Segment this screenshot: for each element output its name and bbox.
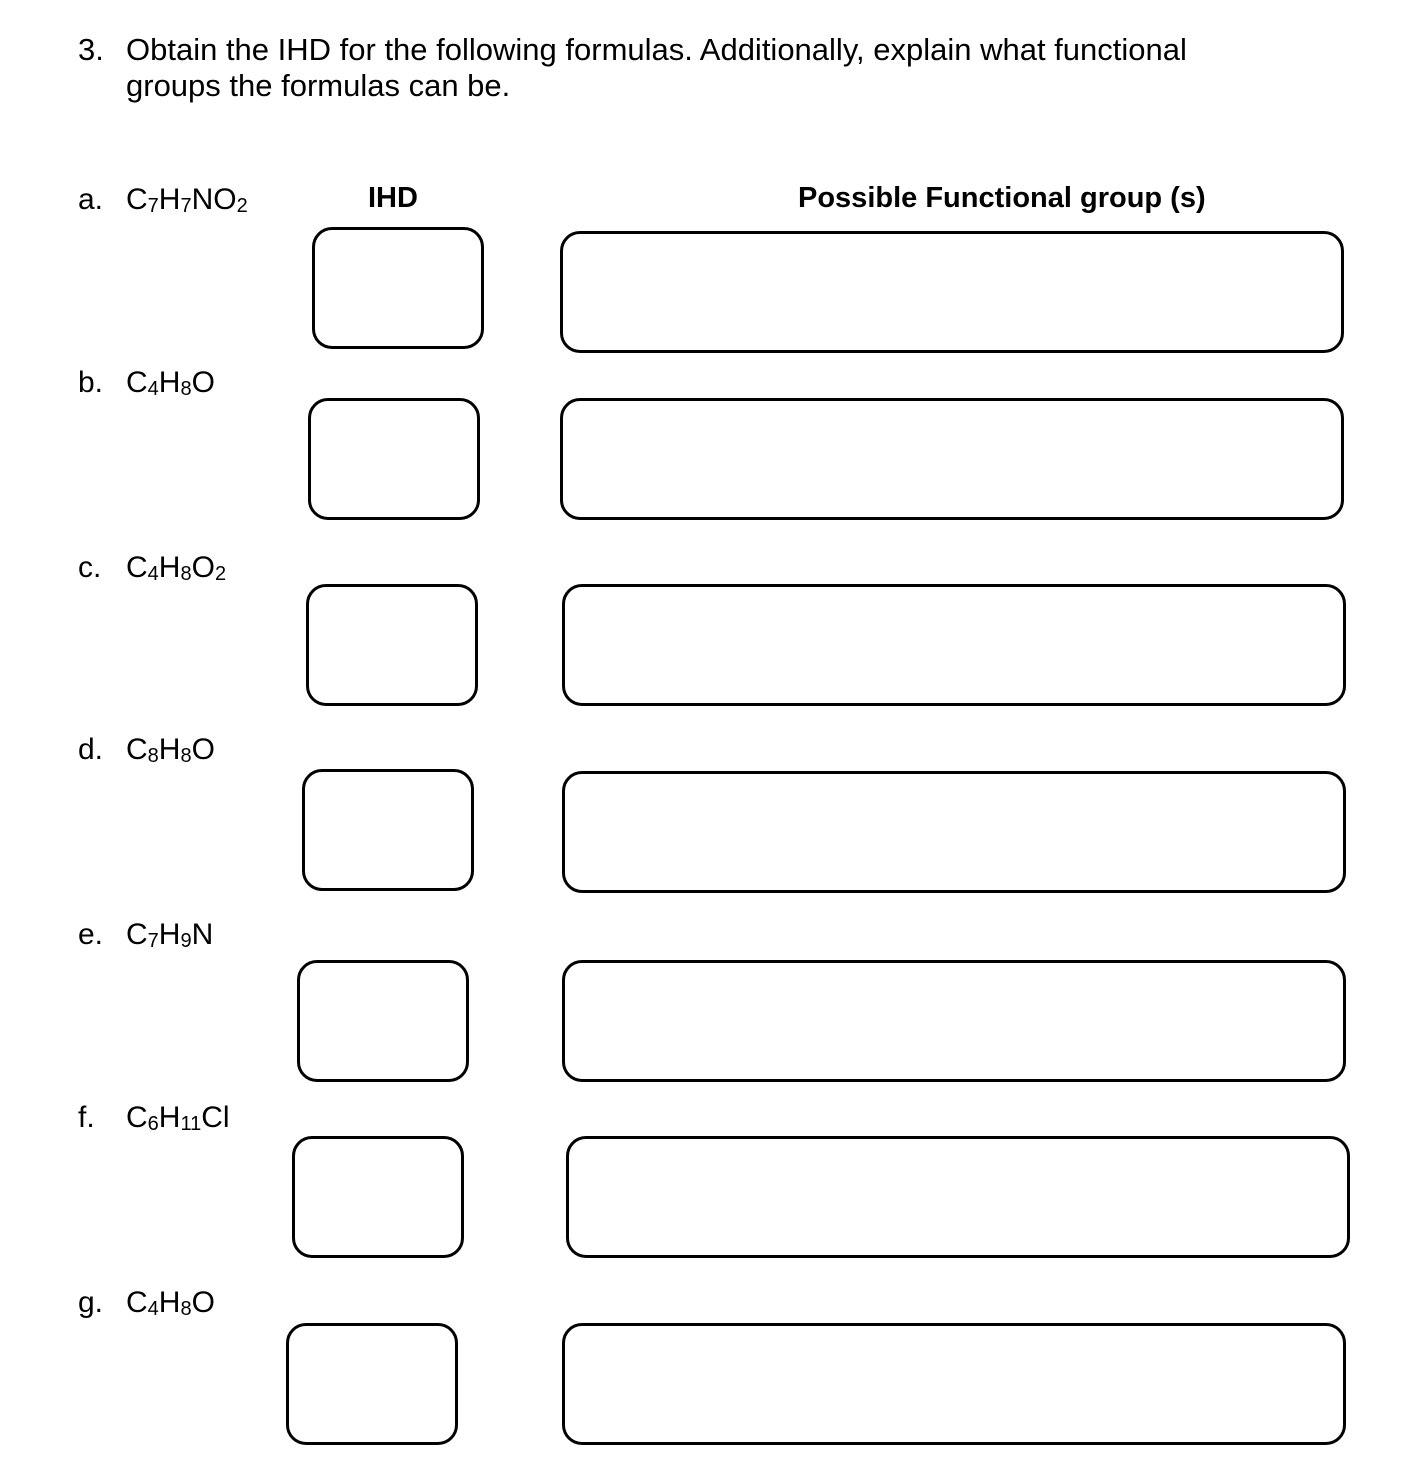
formula-subscript: 4 bbox=[147, 563, 159, 585]
ihd-answer-box-g[interactable] bbox=[286, 1323, 458, 1445]
formula-element: H bbox=[158, 366, 181, 399]
formula-subscript: 11 bbox=[180, 1113, 202, 1135]
formula-subscript: 4 bbox=[147, 378, 159, 400]
functional-group-answer-box-g[interactable] bbox=[562, 1323, 1346, 1445]
functional-group-answer-box-b[interactable] bbox=[560, 398, 1344, 520]
formula-subscript: 2 bbox=[236, 195, 248, 217]
formula-subscript: 8 bbox=[180, 378, 192, 400]
item-e-label bbox=[78, 917, 213, 953]
functional-group-answer-box-f[interactable] bbox=[566, 1136, 1350, 1258]
formula-element: C bbox=[126, 918, 148, 951]
item-letter: g. bbox=[78, 1286, 104, 1319]
formula-element: H bbox=[158, 183, 181, 216]
formula-subscript: 8 bbox=[147, 745, 159, 767]
formula-element: Cl bbox=[201, 1101, 230, 1134]
functional-group-column-header: Possible Functional group (s) bbox=[798, 182, 1206, 214]
item-f-label bbox=[78, 1100, 230, 1136]
functional-group-answer-box-e[interactable] bbox=[562, 960, 1346, 1082]
formula-element: O bbox=[191, 1286, 215, 1319]
formula-element: C bbox=[126, 1286, 148, 1319]
formula-element: NO bbox=[191, 183, 237, 216]
item-formula bbox=[126, 918, 213, 951]
ihd-answer-box-c[interactable] bbox=[306, 584, 478, 706]
functional-group-answer-box-a[interactable] bbox=[560, 231, 1344, 353]
item-b-label bbox=[78, 365, 215, 401]
formula-element: C bbox=[126, 366, 148, 399]
formula-element: N bbox=[191, 918, 214, 951]
ihd-answer-box-f[interactable] bbox=[292, 1136, 464, 1258]
question-text: Obtain the IHD for the following formulas. Additionally, explain what functional groups the formulas can be. bbox=[126, 32, 1187, 103]
item-formula bbox=[126, 733, 215, 766]
item-formula bbox=[126, 1101, 230, 1134]
formula-subscript: 7 bbox=[147, 195, 159, 217]
formula-element: H bbox=[158, 733, 181, 766]
ihd-answer-box-d[interactable] bbox=[302, 769, 474, 891]
formula-subscript: 4 bbox=[147, 1298, 159, 1320]
formula-element: C bbox=[126, 1101, 148, 1134]
formula-subscript: 8 bbox=[180, 563, 192, 585]
formula-subscript: 2 bbox=[214, 563, 227, 585]
item-a-label bbox=[78, 182, 248, 218]
item-c-label bbox=[78, 550, 226, 586]
formula-element: C bbox=[126, 183, 148, 216]
ihd-answer-box-e[interactable] bbox=[297, 960, 469, 1082]
ihd-answer-box-b[interactable] bbox=[308, 398, 480, 520]
formula-subscript: 9 bbox=[180, 930, 192, 952]
item-formula bbox=[126, 366, 215, 399]
item-d-label bbox=[78, 732, 215, 768]
item-letter: d. bbox=[78, 733, 104, 766]
formula-subscript: 7 bbox=[147, 930, 159, 952]
item-letter: e. bbox=[78, 918, 104, 951]
functional-group-answer-box-c[interactable] bbox=[562, 584, 1346, 706]
item-g-label bbox=[78, 1285, 215, 1321]
item-letter: b. bbox=[78, 366, 104, 399]
formula-subscript: 8 bbox=[180, 745, 192, 767]
formula-element: O bbox=[191, 733, 215, 766]
formula-element: C bbox=[126, 733, 148, 766]
formula-element: H bbox=[158, 1101, 181, 1134]
formula-element: C bbox=[126, 551, 148, 584]
formula-element: H bbox=[158, 1286, 181, 1319]
ihd-answer-box-a[interactable] bbox=[312, 227, 484, 349]
functional-group-answer-box-d[interactable] bbox=[562, 771, 1346, 893]
question-number: 3. bbox=[78, 32, 104, 67]
formula-subscript: 8 bbox=[180, 1298, 192, 1320]
formula-element: H bbox=[158, 551, 181, 584]
formula-element: O bbox=[191, 366, 215, 399]
item-letter: a. bbox=[78, 183, 104, 216]
formula-subscript: 7 bbox=[180, 195, 192, 217]
item-formula bbox=[126, 551, 226, 584]
item-letter: f. bbox=[78, 1101, 95, 1134]
item-formula bbox=[126, 183, 248, 216]
formula-element: O bbox=[191, 551, 215, 584]
item-letter: c. bbox=[78, 551, 102, 584]
item-formula bbox=[126, 1286, 215, 1319]
formula-element: H bbox=[158, 918, 181, 951]
ihd-column-header: IHD bbox=[368, 182, 418, 214]
formula-subscript: 6 bbox=[147, 1113, 159, 1135]
